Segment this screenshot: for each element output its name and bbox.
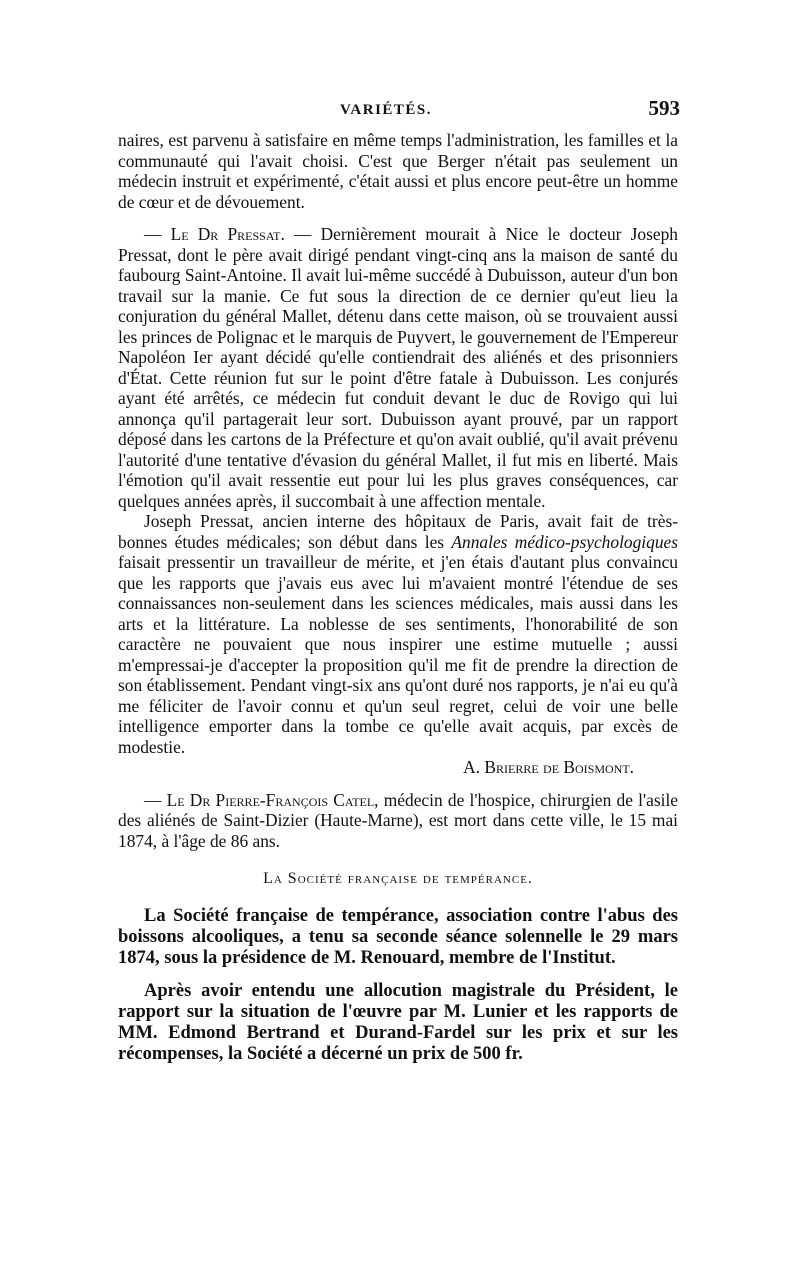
section-heading: La Société française de tempérance. [263,870,533,887]
paragraph-temperance-1: La Société française de tempérance, association contre l'abus des boissons alcooliques, a tenu sa seconde séance solennelle le 29 mars 1874, sous la présidence de M. Renouard, membre de l'Institut. [118,905,678,968]
signature: A. Brierre de Boismont. [463,757,634,777]
paragraph-lead: — Le Dr Pressat. — [144,224,312,244]
paragraph-catel [118,790,678,852]
paragraph-text: Dernièrement mourait à Nice le docteur Joseph Pressat, dont le père avait dirigé pendant vingt-cinq ans la maison de santé du faubourg Saint-Antoine. Il avait lui-même succédé à Dubuisson, auteur d'un bon travail sur la manie. Ce fut sous la direction de ce dernier qu'eut lieu la conjuration du général Mallet, détenu dans cette maison, où se trouvaient aussi les princes de Polignac et le marquis de Puyvert, le gouvernement de l'Empereur Napoléon Ier ayant décidé qu'elle contiendrait des aliénés et des prisonniers d'État. Cette réunion fut sur le point d'être fatale à Dubuisson. Les conjurés ayant été arrêtés, ce médecin fut conduit devant le duc de Rovigo qui lui annonça qu'il partagerait leur sort. Dubuisson ayant prouvé, par un rapport déposé dans les cartons de la Préfecture et qu'on avait oublié, qu'il avait prévenu l'autorité d'une tentative d'évasion du général Mallet, il fut mis en liberté. Mais l'émotion qu'il avait ressentie eut pour lui les plus graves conséquences, car quelques années après, il succombait à une affection mentale. [118,224,678,511]
paragraph-lead: — Le Dr Pierre-François Catel, [144,789,379,810]
spacer [118,969,678,981]
paragraph-temperance-2: Après avoir entendu une allocution magistrale du Président, le rapport sur la situation de l'œuvre par M. Lunier et les rapports de MM. Edmond Bertrand et Durand-Fardel sur les prix et sur les récompenses, la Société a décerné un prix de 500 fr. [118,980,678,1064]
running-title: VARIÉTÉS. [340,102,433,118]
page-number: 593 [648,96,680,120]
journal-title: Annales médico-psychologiques [451,531,679,552]
paragraph-pressat [118,224,678,511]
running-head [120,96,680,126]
paragraph-pressat-2 [118,511,678,757]
paragraph-text: médecin de l'hospice, chirurgien de l'asile des aliénés de Saint-Dizier (Haute-Marne), est mort dans cette ville, le 15 mai 1874, à l'âge de 86 ans. [118,789,678,851]
text-body [118,130,678,1065]
spacer [118,778,678,790]
paragraph-text-a: Joseph Pressat, ancien interne des hôpitaux de Paris, avait fait de très-bonnes études médicales; son début dans les [118,511,678,552]
spacer [118,212,678,224]
paragraph-text-b: faisait pressentir un travailleur de mérite, et j'en étais d'autant plus convaincu que les rapports que j'avais eus avec lui m'avaient montré l'étendue de ses connaissances non-seulement dans les sciences médicales, mais aussi dans les arts et la littérature. La noblesse de ses sentiments, l'honorabilité de son caractère ne pouvaient que nous inspirer une estime mutuelle ; aussi m'empressai-je d'accepter la proposition qu'il me fit de prendre la direction de son établissement. Pendant vingt-six ans qu'ont duré nos rapports, je n'ai eu qu'à me féliciter de l'avoir connu et qu'un seul regret, celui de voir une belle intelligence emporter dans la tombe ce qu'elle avait acquis, par excès de modestie. [118,552,678,757]
paragraph-continuation: naires, est parvenu à satisfaire en même temps l'administration, les familles et la communauté qui l'avait choisi. C'est que Berger n'était pas seulement un médecin instruit et expérimenté, c'était aussi et plus encore peut-être un homme de cœur et de dévouement. [118,130,678,212]
